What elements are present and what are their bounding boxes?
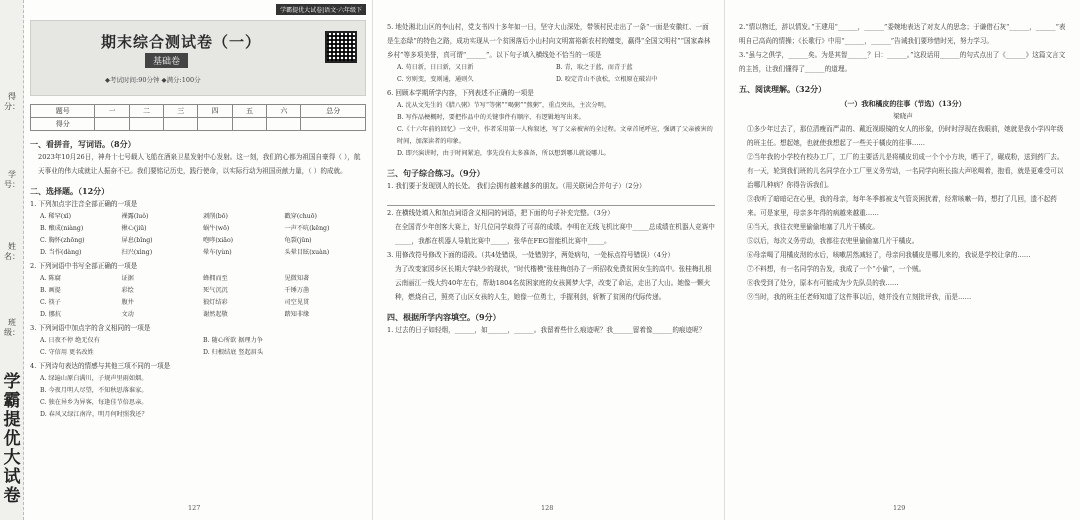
paragraph: ⑤以后，每次义务劳动，我都往衣兜里偷偷塞几片干橘皮。 <box>747 237 919 245</box>
left-content <box>30 4 366 421</box>
exam-subtitle: 基础卷 <box>145 53 188 68</box>
table-cell: 总分 <box>301 105 366 118</box>
section-1-heading: 一、看拼音，写词语。（8分） <box>30 139 136 149</box>
option: D. 归根结底 竖起眉头 <box>203 349 264 356</box>
exam-meta: ◆考试时间:90分钟 ◆满分:100分 <box>105 76 201 84</box>
header-tag: 学霸提优大试卷|语文·六年级下 <box>276 4 366 15</box>
option: 证据 <box>121 275 134 282</box>
name-label: 姓名： <box>4 242 20 261</box>
option: 司空见贯 <box>284 299 310 306</box>
passage-author: 梁晓声 <box>893 112 913 120</box>
option: B. 画提 <box>40 287 61 294</box>
option: A. 苟日新，日日新，又日新 <box>397 64 474 71</box>
table-cell: 六 <box>267 105 301 118</box>
paragraph: ②当年我的小学校有校办工厂，工厂的主要活儿是将橘皮切成一个个小方块，晒干了，碾成粉，送到药厂去。有一天，轮到我们班的儿名同学在小工厂里义务劳动，一名同学向班长揣大声吆喝着，抱看，就是更难受可以治哪几种病？你得告诉我们。 <box>747 153 1064 189</box>
table-cell: 五 <box>232 105 266 118</box>
question-2: 2. 下列词语中书写全部正确的一项是 <box>30 262 138 270</box>
option: C. 胸怀(zhōng) <box>40 237 85 244</box>
question-5: 5. 地处湘北山区的李山村，党支书四十多年如一日，坚守大山深处，带领村民走出了一条“一面是安徽红、一面是生态绿”的特色之路，成功实现从一个贫困落后小山村向文明富裕新农村的嬗变，赢得“全国文明村”“国家森林乡村”等多项美誉，真可谓“______”。以下句子填入横线处不恰当的一项是 <box>387 23 711 59</box>
option: 晕车(yùn) <box>203 249 232 256</box>
paragraph: ⑥母亲喝了用橘皮沏的水后，咳嗽居然减轻了，母亲问我橘皮是哪儿来的，我说是学校让拿的…… <box>747 251 1031 259</box>
option: C. 穷则变，变则通，通则久 <box>397 76 474 83</box>
option: A. 陈腐 <box>40 275 61 282</box>
option: 揪心(jiū) <box>121 225 147 232</box>
option: C.《十六年前的回忆》一文中，作者采用第一人称叙述，写了父亲被害的全过程。文章首尾呼应，强调了父亲被害的时间，加深读者的印象。 <box>397 126 713 145</box>
table-cell[interactable] <box>95 118 129 131</box>
option: 腹井 <box>121 299 134 306</box>
sentence-task-1: 1. 我们要于发现别人的长处。 我们会拥有越来越多的朋友。（用关联词合并句子）（2分） <box>387 182 646 190</box>
middle-content <box>387 20 715 337</box>
option: 咆哮(xiāo) <box>203 237 234 244</box>
paragraph: ⑧我受到了处分，原本有可能成为少先队员的我…… <box>747 279 899 287</box>
passage-title: （一）我和橘皮的往事（节选）（13分） <box>840 99 966 108</box>
option: 见微知著 <box>284 275 310 282</box>
question-6-options <box>387 100 715 160</box>
student-id-label: 学号： <box>4 170 20 189</box>
option: 戳穿(chuō) <box>284 213 317 220</box>
question-2-options <box>30 273 366 321</box>
option: 一声不吭(kēng) <box>284 225 330 232</box>
section-5-heading: 五、阅读理解。（32分） <box>739 84 827 94</box>
table-cell[interactable] <box>198 118 232 131</box>
paragraph: ①多少年过去了，那位清瘦而严肃的、戴近视眼镜的女人的形象，仍时时浮现在我眼前，她就是我小学四年级的班主任。想起她，也就使我想起了一些关于橘皮的往事…… <box>747 125 1064 147</box>
option: B. 随心所欲 据理力争 <box>203 337 263 344</box>
table-cell: 三 <box>164 105 198 118</box>
section-2-heading: 二、选择题。（12分） <box>30 186 110 196</box>
section-4-heading: 四、根据所学内容填空。（9分） <box>387 312 501 322</box>
sentence-task-3: 3. 用修改符号修改下面的语段。（共4处错误，一处错别字，两处病句，一处标点符号错误）（4分） <box>387 251 675 259</box>
question-1-options <box>30 211 366 259</box>
paragraph: ③我听了暗暗记在心里，我的母亲，每年冬季都被支气管炎困扰着，经常咳嗽一阵，想打了几回，遗不起药来。可是家里，母亲多年得的病越来越重…… <box>747 195 1057 217</box>
table-cell: 得分 <box>31 118 95 131</box>
table-row <box>31 118 366 131</box>
score-label: 得分： <box>4 92 20 111</box>
page-left <box>0 0 372 520</box>
class-label: 班级： <box>4 318 20 337</box>
sentence-task-2-text: 在全国青少年创客大赛上，好几位同学取得了可喜的成绩。李明在无线飞机比赛中_____总成绩在机器人竞赛中_____，我都在机器人导航比赛中_____，张华在FEG智能机比赛中_____。 <box>395 223 715 245</box>
option: 彩绘 <box>121 287 134 294</box>
paragraph: ④当天，我往衣兜里偷偷地塞了几片干橘皮。 <box>747 223 879 231</box>
option: 千锤万凿 <box>284 287 310 294</box>
section-3-heading: 三、句子综合练习。（9分） <box>387 168 485 178</box>
table-cell[interactable] <box>301 118 366 131</box>
table-cell: 四 <box>198 105 232 118</box>
option: 扫兴(xìng) <box>121 249 153 256</box>
table-cell: 一 <box>95 105 129 118</box>
option: C. 筷子 <box>40 299 61 306</box>
paragraph: ⑨当时，我的班主任老师知道了这件事以后，她并没有立刻批评我，而是…… <box>747 293 972 301</box>
option: 踏知非缘 <box>284 311 310 318</box>
answer-line[interactable] <box>387 194 715 206</box>
fill-3: 3.“虽与之俱学，______矣。为是其智______？曰：______。”这段话用______的句式点出了《______》这篇文言文的主旨，让我们懂得了______的道理。 <box>739 51 1066 73</box>
option: 文动 <box>121 311 134 318</box>
table-row <box>31 105 366 118</box>
brand-logo: 学霸提优大试卷 <box>3 372 21 506</box>
option: D. 当作(dàng) <box>40 249 82 256</box>
question-3-options <box>30 335 366 359</box>
question-3: 3. 下列词语中加点字的含义相同的一项是 <box>30 324 151 332</box>
table-cell[interactable] <box>164 118 198 131</box>
exam-title: 期末综合测试卷（一） <box>101 33 262 51</box>
option: A. 稀罕(xī) <box>40 213 72 220</box>
binding-strip <box>0 0 24 520</box>
question-1: 1. 下列加点字注音全部正确的一项是 <box>30 200 138 208</box>
section-1-text: 2023年10月26日，神舟十七号载人飞船在酒泉卫星发射中心发射。这一刻，我们的心都为祖国自豪得（ ），航天事业的伟大成就让人振奋不已。我们要铭记历史，践行使命，以实际行动为祖国贡献力量，（ ）的成就。 <box>38 153 361 175</box>
table-cell[interactable] <box>232 118 266 131</box>
qr-code-icon <box>325 31 357 63</box>
option: 龟裂(jūn) <box>284 237 312 244</box>
page-number: 129 <box>893 504 906 512</box>
fill-1: 1. 过去的日子如轻烟，______，如______，______。我留着些什么痕迹呢？我______留着像______的痕迹呢？ <box>387 326 706 334</box>
option: A. 日夜不停 绝无仅有 <box>40 337 100 344</box>
table-cell[interactable] <box>129 118 163 131</box>
paragraph: ⑦不料想，有一名同学的告发，我成了一个“小偷”，一个贼。 <box>747 265 926 273</box>
option: D. 咬定青山不放松，立根原在破岩中 <box>556 76 658 83</box>
question-4-options <box>30 373 366 421</box>
option: 屏息(bǐng) <box>121 237 153 244</box>
option: B. 写作品梗概时，要把作品中的关键事件有顺序、有逻辑地写出来。 <box>397 114 585 121</box>
option: 蜂拥而至 <box>203 275 228 282</box>
option: 谢然起敬 <box>203 311 228 318</box>
table-cell[interactable] <box>267 118 301 131</box>
option: C. 守信用 更名改姓 <box>40 349 94 356</box>
score-table <box>30 104 366 131</box>
option: B. 青，取之于蓝，而青于蓝 <box>556 64 633 71</box>
sentence-task-2: 2. 在横线处填入和加点词语含义相同的词语，把下面的句子补充完整。（3分） <box>387 209 614 217</box>
question-6: 6. 回顾本学期所学内容，下列表述不正确的一项是 <box>387 89 534 97</box>
page-right <box>724 0 1080 520</box>
title-banner <box>30 20 366 96</box>
option: 头晕目眩(xuàn) <box>284 249 330 256</box>
option: 狼灯结彩 <box>203 299 228 306</box>
fill-2: 2.“情以物迁，辞以情发。”王建用“______，______”委婉地表达了对友人的思念；于谦借石灰“______，______”表明自己高尚的情操；《长歌行》中用“______，______”告诫我们要珍惜时光，努力学习。 <box>739 23 1066 45</box>
table-cell: 题号 <box>31 105 95 118</box>
option: A. 绿遍山原白满川，子规声里雨如烟。 <box>40 375 148 382</box>
option: A. 沈从文先生的《腊八粥》节写“等粥”“喝粥”“熬粥”，重点突出，主次分明。 <box>397 102 611 109</box>
option: D. 即兴演讲时，由于时间紧迫，事先没有太多准备，所以想到哪儿就说哪儿。 <box>397 150 610 157</box>
question-5-options <box>387 62 715 86</box>
option: 裸露(luǒ) <box>121 213 149 220</box>
option: 死气沉沉 <box>203 287 228 294</box>
option: 蜗牛(wō) <box>203 225 230 232</box>
option: D. 挪抗 <box>40 311 62 318</box>
option: 剥削(bō) <box>203 213 228 220</box>
right-content <box>739 20 1067 304</box>
question-4: 4. 下列诗句表达的情感与其他三项不同的一项是 <box>30 362 171 370</box>
option: C. 独在异乡为异客，每逢佳节倍思亲。 <box>40 399 148 406</box>
page-number: 127 <box>188 504 201 512</box>
option: B. 酿成(niàng) <box>40 225 84 232</box>
option: B. 今夜月明人尽望，不知秋思落谁家。 <box>40 387 148 394</box>
page-middle <box>372 0 724 520</box>
table-cell: 二 <box>129 105 163 118</box>
option: D. 春风又绿江南岸，明月何时照我还？ <box>40 411 148 418</box>
sentence-task-3-text: 为了改变家园乡区长期大学缺少的现状，“时代楷模”张桂梅创办了一所招收免费贫困女生的高中。张桂梅扎根云南丽江一线大约40年左右，帮助1804名贫困家庭的女孩圆梦大学，改变了命运，走出了大山。她像一颗火种，燃烧自己，照亮了山区女孩的人生，她像一位勇士，手握利剑，斩断了贫困的代际传递。 <box>395 265 712 301</box>
page-number: 128 <box>541 504 554 512</box>
